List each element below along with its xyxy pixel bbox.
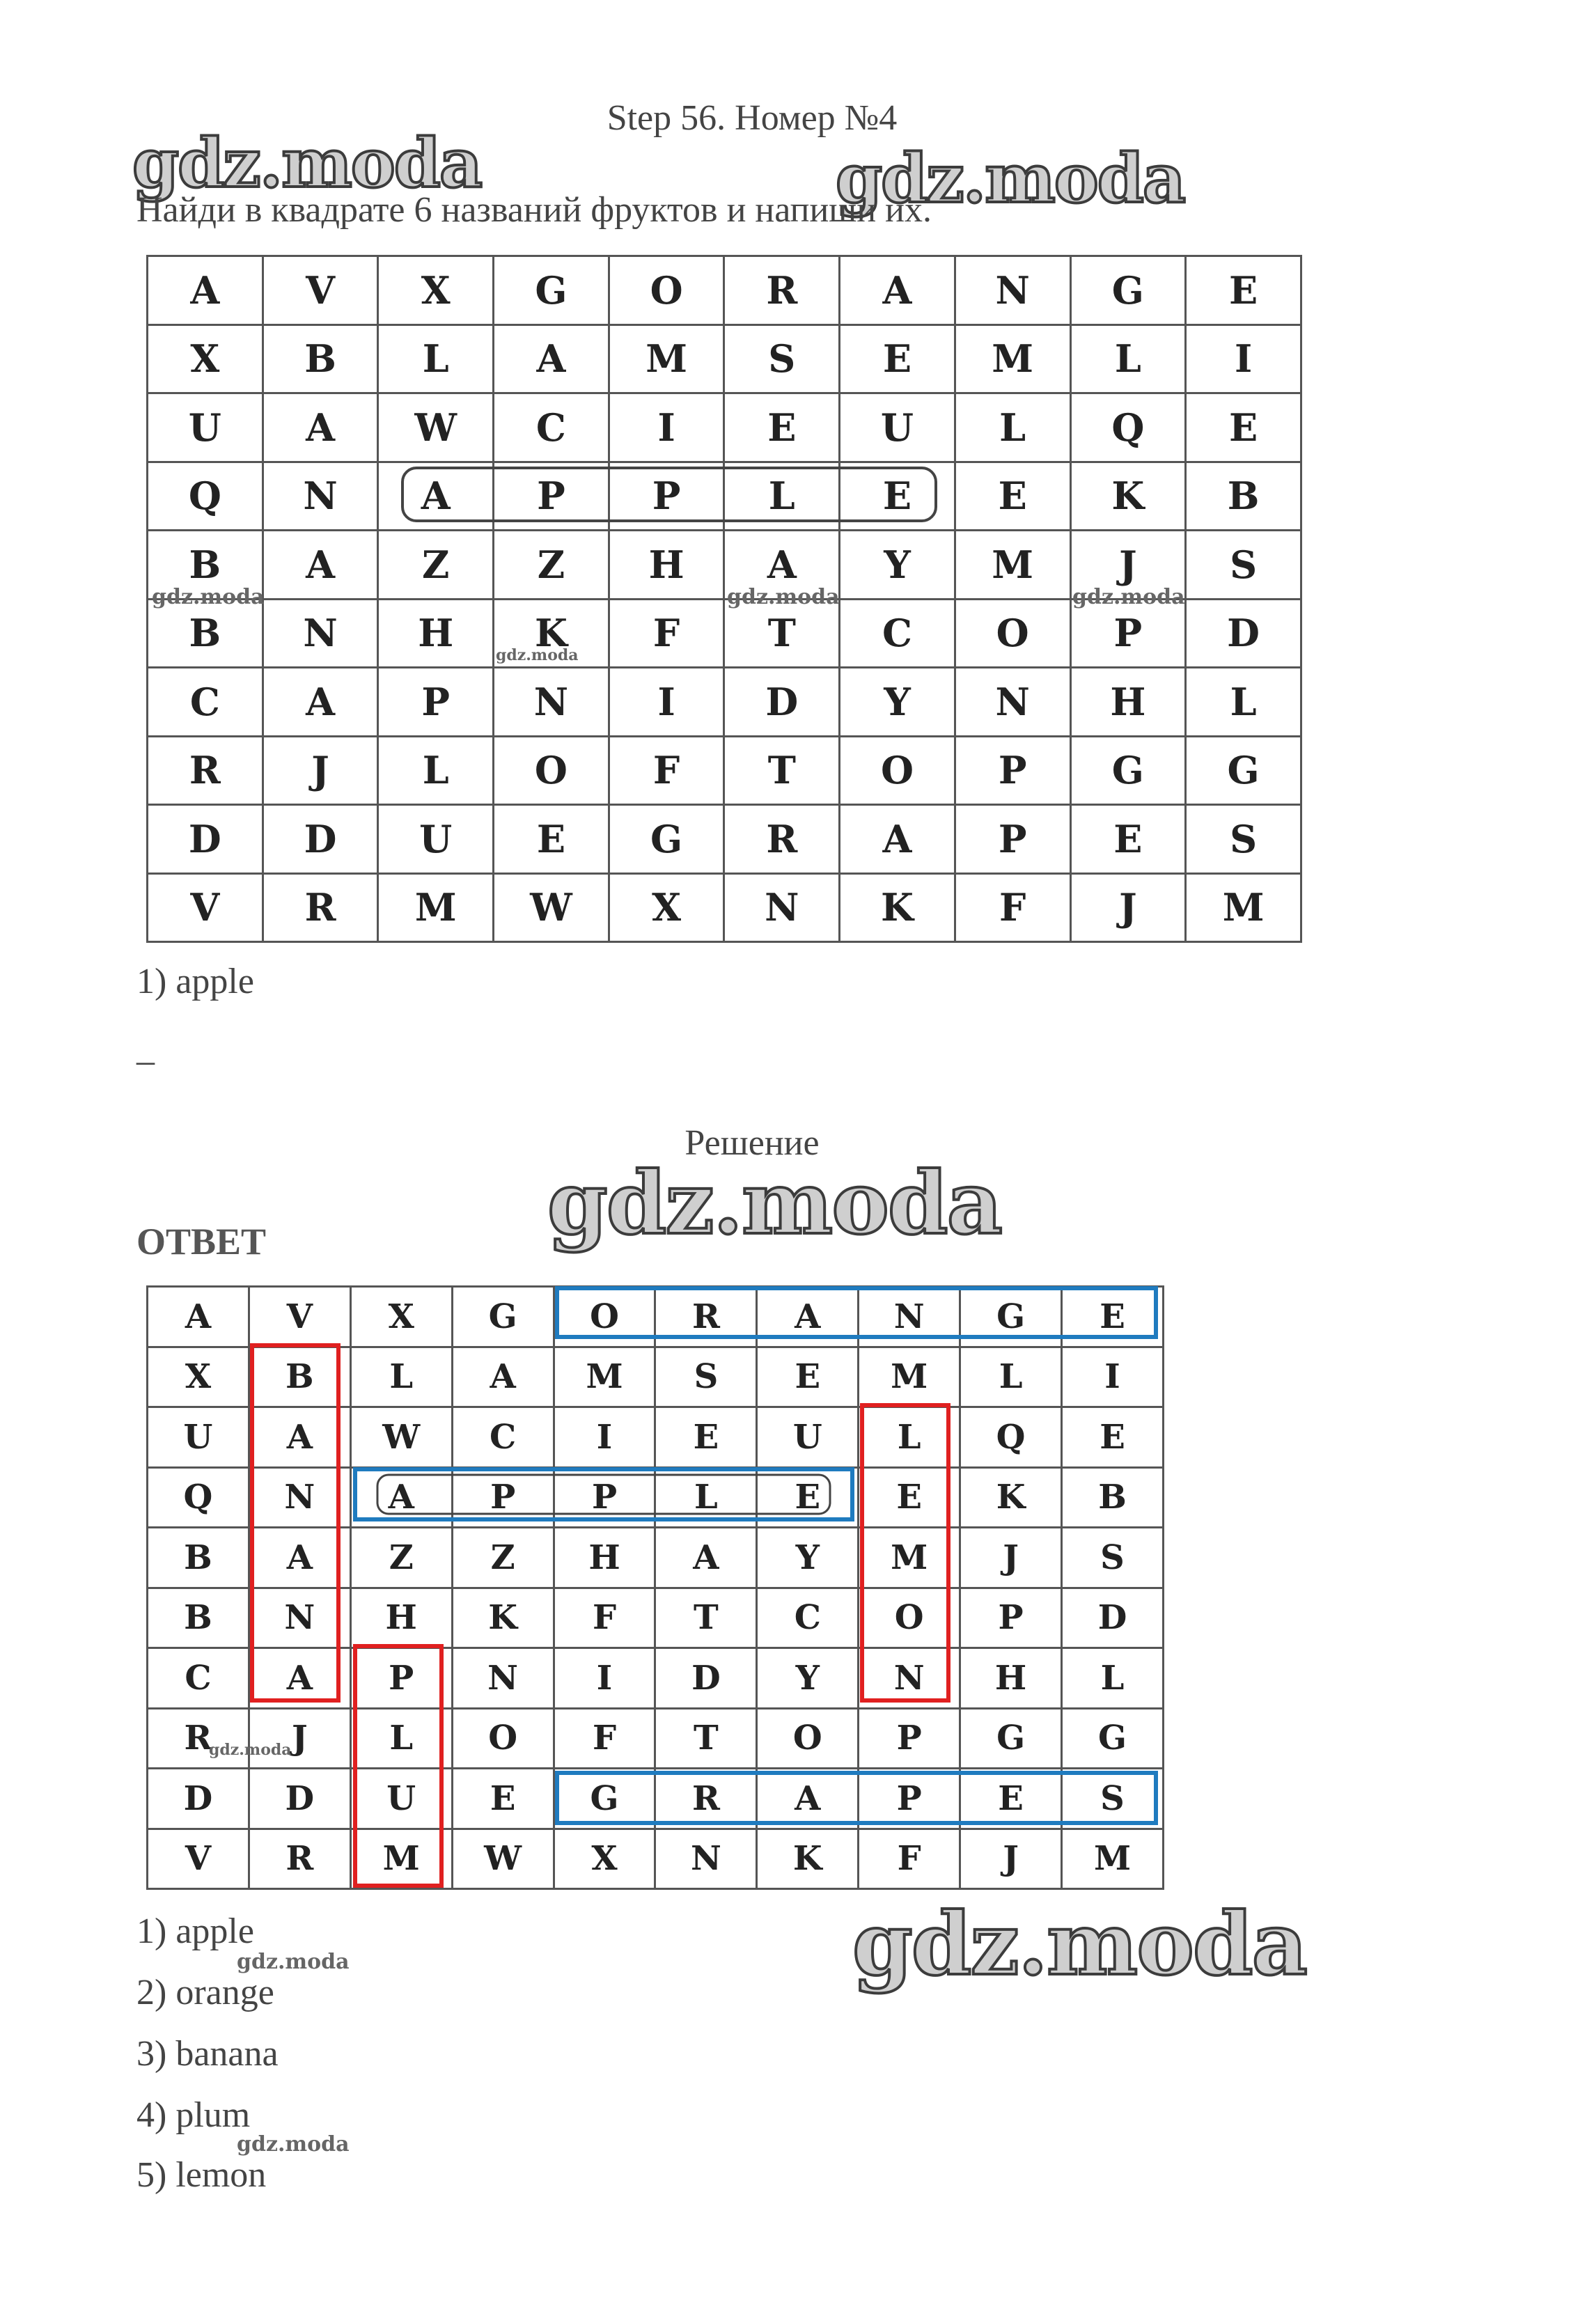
- grid-cell: E: [724, 393, 840, 462]
- task-text: Найди в квадрате 6 названий фруктов и напиши их.: [136, 190, 932, 230]
- grid-cell: A: [263, 668, 378, 737]
- grid-cell: X: [609, 873, 724, 942]
- grid-cell: S: [724, 324, 840, 393]
- grid-cell: B: [263, 324, 378, 393]
- grid-cell: F: [859, 1829, 960, 1889]
- grid-cell: A: [655, 1528, 757, 1588]
- grid-cell: B: [1186, 462, 1301, 531]
- grid-cell: T: [655, 1588, 757, 1648]
- grid-cell: G: [1186, 736, 1301, 805]
- grid-cell: M: [609, 324, 724, 393]
- grid-cell: J: [960, 1829, 1062, 1889]
- grid-cell: L: [724, 462, 840, 531]
- grid-cell: K: [960, 1467, 1062, 1528]
- grid-cell: E: [955, 462, 1070, 531]
- watermark: gdz.moda: [727, 585, 840, 609]
- grid-cell: R: [249, 1829, 350, 1889]
- grid-cell: O: [757, 1708, 859, 1769]
- watermark: gdz.moda: [547, 1153, 1001, 1254]
- grid-cell: P: [609, 462, 724, 531]
- grid-cell: T: [724, 599, 840, 668]
- grid-cell: P: [955, 805, 1070, 874]
- grid-cell: G: [554, 1769, 655, 1829]
- grid-cell: N: [955, 256, 1070, 325]
- grid-cell: X: [148, 1347, 249, 1407]
- grid-cell: C: [757, 1588, 859, 1648]
- grid-cell: L: [350, 1347, 452, 1407]
- grid-cell: L: [955, 393, 1070, 462]
- grid-cell: V: [148, 873, 263, 942]
- answer-3: 3) banana: [136, 2034, 279, 2074]
- grid-cell: E: [960, 1769, 1062, 1829]
- grid-cell: C: [494, 393, 609, 462]
- grid-cell: P: [960, 1588, 1062, 1648]
- grid-cell: H: [1070, 668, 1186, 737]
- answer-2: 2) orange: [136, 1973, 274, 2012]
- grid-cell: R: [263, 873, 378, 942]
- grid-cell: I: [609, 668, 724, 737]
- grid-cell: J: [1070, 873, 1186, 942]
- grid-cell: M: [1062, 1829, 1164, 1889]
- watermark: gdz.moda: [836, 139, 1185, 218]
- grid-cell: N: [263, 462, 378, 531]
- grid-cell: M: [350, 1829, 452, 1889]
- grid-cell: K: [452, 1588, 554, 1648]
- grid-cell: G: [1070, 256, 1186, 325]
- grid-cell: B: [1062, 1467, 1164, 1528]
- grid-cell: S: [1062, 1528, 1164, 1588]
- grid-cell: H: [960, 1648, 1062, 1709]
- grid-cell: G: [960, 1708, 1062, 1769]
- answer-heading: ОТВЕТ: [136, 1221, 267, 1262]
- grid-cell: C: [148, 1648, 249, 1709]
- grid-cell: E: [655, 1407, 757, 1468]
- grid-cell: E: [840, 462, 955, 531]
- watermark: gdz.moda: [852, 1894, 1306, 1995]
- grid-cell: I: [1062, 1347, 1164, 1407]
- grid-cell: L: [1070, 324, 1186, 393]
- grid-cell: P: [554, 1467, 655, 1528]
- grid-cell: J: [960, 1528, 1062, 1588]
- grid-cell: N: [263, 599, 378, 668]
- grid-cell: B: [148, 599, 263, 668]
- grid-cell: L: [859, 1407, 960, 1468]
- grid-cell: A: [724, 531, 840, 600]
- grid-cell: O: [554, 1287, 655, 1347]
- grid-cell: Q: [960, 1407, 1062, 1468]
- grid-cell: A: [378, 462, 494, 531]
- grid-cell: M: [859, 1528, 960, 1588]
- grid-cell: E: [1186, 393, 1301, 462]
- grid-cell: S: [1186, 531, 1301, 600]
- grid-cell: W: [494, 873, 609, 942]
- grid-cell: R: [655, 1287, 757, 1347]
- lemon-box: [862, 1405, 948, 1700]
- grid-cell: B: [148, 1528, 249, 1588]
- apple-inner-circle: [377, 1475, 830, 1514]
- grid-cell: M: [1186, 873, 1301, 942]
- grid-cell: A: [350, 1467, 452, 1528]
- grid-cell: L: [378, 324, 494, 393]
- grid-cell: L: [655, 1467, 757, 1528]
- grid-cell: U: [148, 393, 263, 462]
- grid-cell: F: [554, 1708, 655, 1769]
- watermark: gdz.moda: [496, 646, 579, 664]
- grid-cell: A: [148, 1287, 249, 1347]
- grid-cell: O: [955, 599, 1070, 668]
- grid-cell: L: [378, 736, 494, 805]
- grid-cell: H: [554, 1528, 655, 1588]
- grid-cell: A: [494, 324, 609, 393]
- grid-cell: W: [350, 1407, 452, 1468]
- grid-cell: P: [859, 1708, 960, 1769]
- grid-cell: D: [148, 1769, 249, 1829]
- grid-cell: O: [840, 736, 955, 805]
- grid-cell: J: [249, 1708, 350, 1769]
- grid-cell: P: [859, 1769, 960, 1829]
- grid-cell: D: [263, 805, 378, 874]
- grid-cell: E: [452, 1769, 554, 1829]
- grid-cell: N: [249, 1588, 350, 1648]
- grid-cell: T: [724, 736, 840, 805]
- grid-cell: M: [955, 531, 1070, 600]
- grid-cell: Z: [494, 531, 609, 600]
- grid-cell: G: [1062, 1708, 1164, 1769]
- grid-cell: W: [452, 1829, 554, 1889]
- grid-cell: E: [757, 1347, 859, 1407]
- grid-cell: G: [1070, 736, 1186, 805]
- grid-cell: R: [724, 805, 840, 874]
- grid-cell: E: [1062, 1407, 1164, 1468]
- grid-cell: N: [724, 873, 840, 942]
- grid-cell: U: [840, 393, 955, 462]
- grid-cell: D: [148, 805, 263, 874]
- grid-cell: F: [609, 736, 724, 805]
- apple-circle: [402, 468, 936, 521]
- grid-cell: M: [378, 873, 494, 942]
- grid-cell: Q: [148, 1467, 249, 1528]
- grid-cell: X: [554, 1829, 655, 1889]
- grid-cell: Q: [1070, 393, 1186, 462]
- grid-cell: D: [1186, 599, 1301, 668]
- grid-cell: A: [452, 1347, 554, 1407]
- grid-cell: A: [840, 256, 955, 325]
- grid-cell: H: [350, 1588, 452, 1648]
- grid-cell: X: [148, 324, 263, 393]
- grid-cell: G: [494, 256, 609, 325]
- answer-1: 1) apple: [136, 1911, 254, 1951]
- separator-dash: –: [136, 1041, 155, 1081]
- grid-cell: P: [955, 736, 1070, 805]
- answer-5: 5) lemon: [136, 2155, 267, 2195]
- grid-cell: Y: [757, 1648, 859, 1709]
- grid-cell: W: [378, 393, 494, 462]
- page-title: Step 56. Номер №4: [607, 98, 898, 138]
- grid-cell: K: [840, 873, 955, 942]
- orange-box: [557, 1288, 1156, 1337]
- grid-cell: P: [494, 462, 609, 531]
- grid-cell: L: [1062, 1648, 1164, 1709]
- grid-cell: E: [1062, 1287, 1164, 1347]
- grid-cell: K: [1070, 462, 1186, 531]
- grid-cell: K: [757, 1829, 859, 1889]
- grid-cell: Z: [378, 531, 494, 600]
- grid-cell: G: [452, 1287, 554, 1347]
- grid-cell: A: [757, 1769, 859, 1829]
- grid-cell: R: [655, 1769, 757, 1829]
- watermark: gdz.moda: [237, 1950, 350, 1974]
- grid-cell: E: [1070, 805, 1186, 874]
- watermark: gdz.moda: [132, 124, 482, 203]
- grid-cell: F: [554, 1588, 655, 1648]
- grid-cell: V: [263, 256, 378, 325]
- grid-cell: Y: [840, 531, 955, 600]
- grid-cell: I: [554, 1407, 655, 1468]
- grid-cell: T: [655, 1708, 757, 1769]
- grid-cell: V: [249, 1287, 350, 1347]
- grid-cell: G: [609, 805, 724, 874]
- grid-cell: C: [840, 599, 955, 668]
- task-answer: 1) apple: [136, 962, 254, 1001]
- grapes-box: [557, 1773, 1156, 1823]
- watermark: gdz.moda: [237, 2132, 350, 2157]
- grid-cell: B: [249, 1347, 350, 1407]
- grid-cell: P: [1070, 599, 1186, 668]
- grid-cell: D: [655, 1648, 757, 1709]
- grid-cell: E: [757, 1467, 859, 1528]
- grid-cell: N: [955, 668, 1070, 737]
- grid-cell: I: [1186, 324, 1301, 393]
- grid-cell: M: [554, 1347, 655, 1407]
- grid-cell: E: [840, 324, 955, 393]
- grid-cell: A: [249, 1407, 350, 1468]
- grid-cell: E: [494, 805, 609, 874]
- grid-cell: L: [350, 1708, 452, 1769]
- grid-cell: F: [609, 599, 724, 668]
- grid-cell: U: [148, 1407, 249, 1468]
- grid-cell: O: [494, 736, 609, 805]
- grid-cell: X: [350, 1287, 452, 1347]
- grid-cell: Z: [350, 1528, 452, 1588]
- grid-cell: R: [148, 1708, 249, 1769]
- grid-cell: N: [655, 1829, 757, 1889]
- grid-cell: F: [955, 873, 1070, 942]
- grid-cell: L: [1186, 668, 1301, 737]
- grid-cell: Z: [452, 1528, 554, 1588]
- grid-cell: U: [350, 1769, 452, 1829]
- watermark: gdz.moda: [209, 1741, 292, 1759]
- plum-box: [355, 1646, 441, 1886]
- grid-cell: M: [859, 1347, 960, 1407]
- grid-cell: O: [452, 1708, 554, 1769]
- grid-cell: H: [609, 531, 724, 600]
- grid-cell: N: [859, 1287, 960, 1347]
- grid-cell: D: [249, 1769, 350, 1829]
- grid-cell: P: [350, 1648, 452, 1709]
- grid-cell: N: [249, 1467, 350, 1528]
- grid-cell: A: [263, 531, 378, 600]
- grid-cell: D: [724, 668, 840, 737]
- grid-cell: V: [148, 1829, 249, 1889]
- grid-cell: G: [960, 1287, 1062, 1347]
- grid-cell: I: [609, 393, 724, 462]
- grid-cell: E: [1186, 256, 1301, 325]
- grid-cell: X: [378, 256, 494, 325]
- grid-cell: B: [148, 1588, 249, 1648]
- grid-cell: N: [859, 1648, 960, 1709]
- grid-cell: N: [494, 668, 609, 737]
- grid-cell: U: [757, 1407, 859, 1468]
- grid-cell: A: [249, 1648, 350, 1709]
- grid-cell: J: [1070, 531, 1186, 600]
- grid-cell: P: [452, 1467, 554, 1528]
- grid-cell: A: [757, 1287, 859, 1347]
- grid-cell: K: [494, 599, 609, 668]
- grid-cell: U: [378, 805, 494, 874]
- banana-box: [252, 1345, 338, 1700]
- grid-cell: P: [378, 668, 494, 737]
- watermark: gdz.moda: [152, 585, 265, 609]
- grid-cell: C: [148, 668, 263, 737]
- grid-cell: M: [955, 324, 1070, 393]
- answer-4: 4) plum: [136, 2095, 251, 2135]
- grid-cell: C: [452, 1407, 554, 1468]
- grid-cell: Y: [840, 668, 955, 737]
- grid-cell: O: [859, 1588, 960, 1648]
- grid-cell: A: [148, 256, 263, 325]
- grid-cell: L: [960, 1347, 1062, 1407]
- grid-cell: S: [1186, 805, 1301, 874]
- grid-cell: N: [452, 1648, 554, 1709]
- grid-cell: I: [554, 1648, 655, 1709]
- grid-cell: A: [249, 1528, 350, 1588]
- grid-cell: Q: [148, 462, 263, 531]
- solution-heading: Решение: [684, 1123, 820, 1163]
- grid-cell: E: [859, 1467, 960, 1528]
- grid-cell: S: [655, 1347, 757, 1407]
- grid-cell: B: [148, 531, 263, 600]
- grid-cell: Y: [757, 1528, 859, 1588]
- grid-cell: J: [263, 736, 378, 805]
- grid-cell: O: [609, 256, 724, 325]
- grid-cell: S: [1062, 1769, 1164, 1829]
- apple-box: [355, 1469, 852, 1519]
- grid-cell: R: [148, 736, 263, 805]
- grid-cell: R: [724, 256, 840, 325]
- grid-cell: A: [840, 805, 955, 874]
- grid-cell: A: [263, 393, 378, 462]
- grid-cell: H: [378, 599, 494, 668]
- grid-cell: D: [1062, 1588, 1164, 1648]
- watermark: gdz.moda: [1072, 585, 1185, 609]
